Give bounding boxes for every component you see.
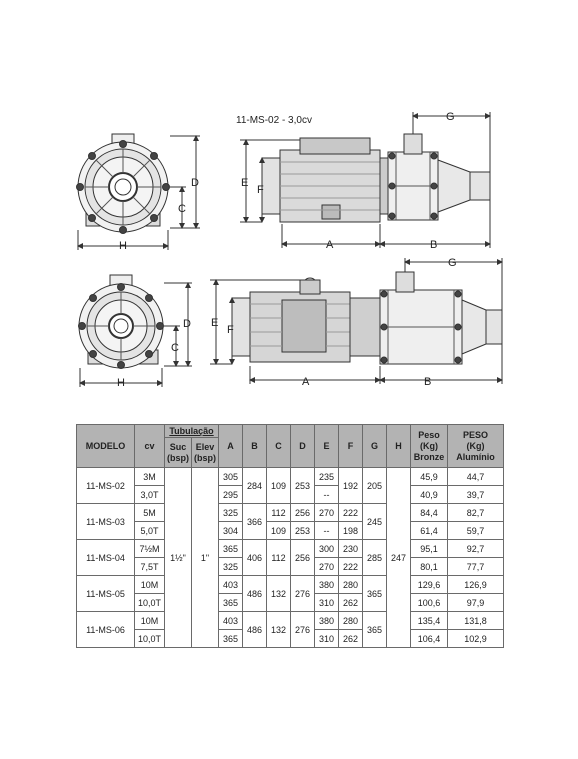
dim-label-b-top: B xyxy=(430,239,438,251)
table-row xyxy=(77,540,504,558)
cell-model: 11-MS-02 xyxy=(77,468,135,504)
cell-g: 285 xyxy=(363,540,387,576)
cell-peso-aluminio: 77,7 xyxy=(448,558,504,576)
cell-peso-bronze: 106,4 xyxy=(411,630,448,648)
dim-label-f-bottom: F xyxy=(227,324,234,336)
cell-peso-bronze: 84,4 xyxy=(411,504,448,522)
cell-a: 325 xyxy=(219,504,243,522)
cell-c: 132 xyxy=(267,612,291,648)
dim-label-g-top: G xyxy=(446,111,455,123)
dim-label-c-top: C xyxy=(178,203,186,215)
cell-c: 112 xyxy=(267,540,291,576)
cell-a: 365 xyxy=(219,540,243,558)
cell-model: 11-MS-03 xyxy=(77,504,135,540)
dim-label-f-top: F xyxy=(257,184,264,196)
front-view-top xyxy=(77,134,201,250)
header-cv: cv xyxy=(135,425,165,468)
table-row xyxy=(77,468,504,486)
cell-d: 256 xyxy=(291,504,315,522)
dim-label-h-top: H xyxy=(119,240,127,252)
cell-d: 253 xyxy=(291,468,315,504)
cell-f: 222 xyxy=(339,558,363,576)
cell-cv: 3M xyxy=(135,468,165,486)
cell-g: 365 xyxy=(363,612,387,648)
dim-label-a-top: A xyxy=(326,239,334,251)
header-h: H xyxy=(387,425,411,468)
header-peso-aluminio: PESO (Kg) Alumínio xyxy=(448,425,504,468)
cell-peso-bronze: 95,1 xyxy=(411,540,448,558)
cell-a: 403 xyxy=(219,576,243,594)
cell-a: 365 xyxy=(219,630,243,648)
cell-f: 222 xyxy=(339,504,363,522)
cell-peso-bronze: 61,4 xyxy=(411,522,448,540)
dim-label-c-bottom: C xyxy=(171,342,179,354)
header-g: G xyxy=(363,425,387,468)
header-a: A xyxy=(219,425,243,468)
cell-e: 300 xyxy=(315,540,339,558)
cell-peso-bronze: 129,6 xyxy=(411,576,448,594)
cell-peso-aluminio: 82,7 xyxy=(448,504,504,522)
cell-cv: 10,0T xyxy=(135,594,165,612)
cell-d: 276 xyxy=(291,576,315,612)
cell-g: 365 xyxy=(363,576,387,612)
cell-f: 192 xyxy=(339,468,363,504)
header-b: B xyxy=(243,425,267,468)
cell-peso-aluminio: 59,7 xyxy=(448,522,504,540)
cell-c: 109 xyxy=(267,468,291,504)
cell-e: 270 xyxy=(315,558,339,576)
cell-cv: 10,0T xyxy=(135,630,165,648)
dim-label-d-top: D xyxy=(191,177,199,189)
cell-a: 295 xyxy=(219,486,243,504)
side-view-top xyxy=(240,112,490,248)
specifications-table xyxy=(76,424,504,648)
cell-f: 230 xyxy=(339,540,363,558)
cell-cv: 10M xyxy=(135,576,165,594)
cell-peso-bronze: 135,4 xyxy=(411,612,448,630)
header-f: F xyxy=(339,425,363,468)
cell-b: 486 xyxy=(243,612,267,648)
cell-peso-bronze: 80,1 xyxy=(411,558,448,576)
cell-a: 304 xyxy=(219,522,243,540)
dim-label-e-top: E xyxy=(241,177,249,189)
cell-h: 247 xyxy=(387,468,411,648)
cell-a: 403 xyxy=(219,612,243,630)
cell-peso-bronze: 40,9 xyxy=(411,486,448,504)
cell-f: 280 xyxy=(339,576,363,594)
table-row xyxy=(77,576,504,594)
cell-a: 305 xyxy=(219,468,243,486)
header-d: D xyxy=(291,425,315,468)
cell-peso-aluminio: 39,7 xyxy=(448,486,504,504)
cell-peso-aluminio: 44,7 xyxy=(448,468,504,486)
cell-e: 380 xyxy=(315,612,339,630)
header-elev: Elev (bsp) xyxy=(192,438,219,468)
cell-e: -- xyxy=(315,522,339,540)
cell-model: 11-MS-04 xyxy=(77,540,135,576)
cell-peso-bronze: 45,9 xyxy=(411,468,448,486)
cell-c: 112 xyxy=(267,504,291,522)
cell-model: 11-MS-05 xyxy=(77,576,135,612)
cell-b: 406 xyxy=(243,540,267,576)
front-view-bottom xyxy=(79,275,193,387)
cell-peso-aluminio: 92,7 xyxy=(448,540,504,558)
cell-d: 253 xyxy=(291,522,315,540)
header-modelo: MODELO xyxy=(77,425,135,468)
cell-f: 262 xyxy=(339,630,363,648)
cell-e: 235 xyxy=(315,468,339,486)
cell-d: 256 xyxy=(291,540,315,576)
cell-b: 284 xyxy=(243,468,267,504)
cell-a: 325 xyxy=(219,558,243,576)
cell-b: 486 xyxy=(243,576,267,612)
header-peso-bronze: Peso (Kg) Bronze xyxy=(411,425,448,468)
cell-e: 380 xyxy=(315,576,339,594)
dim-label-a-bottom: A xyxy=(302,376,310,388)
dim-label-d-bottom: D xyxy=(183,318,191,330)
cell-f: 198 xyxy=(339,522,363,540)
cell-suc: 1½" xyxy=(165,468,192,648)
cell-e: 310 xyxy=(315,630,339,648)
header-suc: Suc (bsp) xyxy=(165,438,192,468)
cell-d: 276 xyxy=(291,612,315,648)
cell-g: 205 xyxy=(363,468,387,504)
table-row xyxy=(77,612,504,630)
drawing-title: 11-MS-02 - 3,0cv xyxy=(236,115,312,126)
cell-e: 270 xyxy=(315,504,339,522)
table-body xyxy=(77,468,504,648)
header-e: E xyxy=(315,425,339,468)
cell-g: 245 xyxy=(363,504,387,540)
side-view-bottom xyxy=(210,258,502,384)
cell-peso-bronze: 100,6 xyxy=(411,594,448,612)
cell-c: 132 xyxy=(267,576,291,612)
cell-e: 310 xyxy=(315,594,339,612)
header-c: C xyxy=(267,425,291,468)
cell-peso-aluminio: 97,9 xyxy=(448,594,504,612)
dim-label-g-bottom: G xyxy=(448,257,457,269)
cell-e: -- xyxy=(315,486,339,504)
cell-peso-aluminio: 131,8 xyxy=(448,612,504,630)
cell-f: 280 xyxy=(339,612,363,630)
cell-a: 365 xyxy=(219,594,243,612)
cell-peso-aluminio: 102,9 xyxy=(448,630,504,648)
cell-cv: 7,5T xyxy=(135,558,165,576)
cell-cv: 3,0T xyxy=(135,486,165,504)
cell-c: 109 xyxy=(267,522,291,540)
table-row xyxy=(77,504,504,522)
cell-cv: 5M xyxy=(135,504,165,522)
cell-b: 366 xyxy=(243,504,267,540)
dim-label-h-bottom: H xyxy=(117,377,125,389)
cell-elev: 1" xyxy=(192,468,219,648)
header-tubulacao: Tubulação xyxy=(165,425,219,438)
dim-label-b-bottom: B xyxy=(424,376,432,388)
table-row xyxy=(77,522,504,540)
cell-cv: 5,0T xyxy=(135,522,165,540)
cell-peso-aluminio: 126,9 xyxy=(448,576,504,594)
cell-model: 11-MS-06 xyxy=(77,612,135,648)
table-header xyxy=(77,425,504,468)
dim-label-e-bottom: E xyxy=(211,317,219,329)
cell-cv: 7½M xyxy=(135,540,165,558)
cell-f: 262 xyxy=(339,594,363,612)
cell-cv: 10M xyxy=(135,612,165,630)
